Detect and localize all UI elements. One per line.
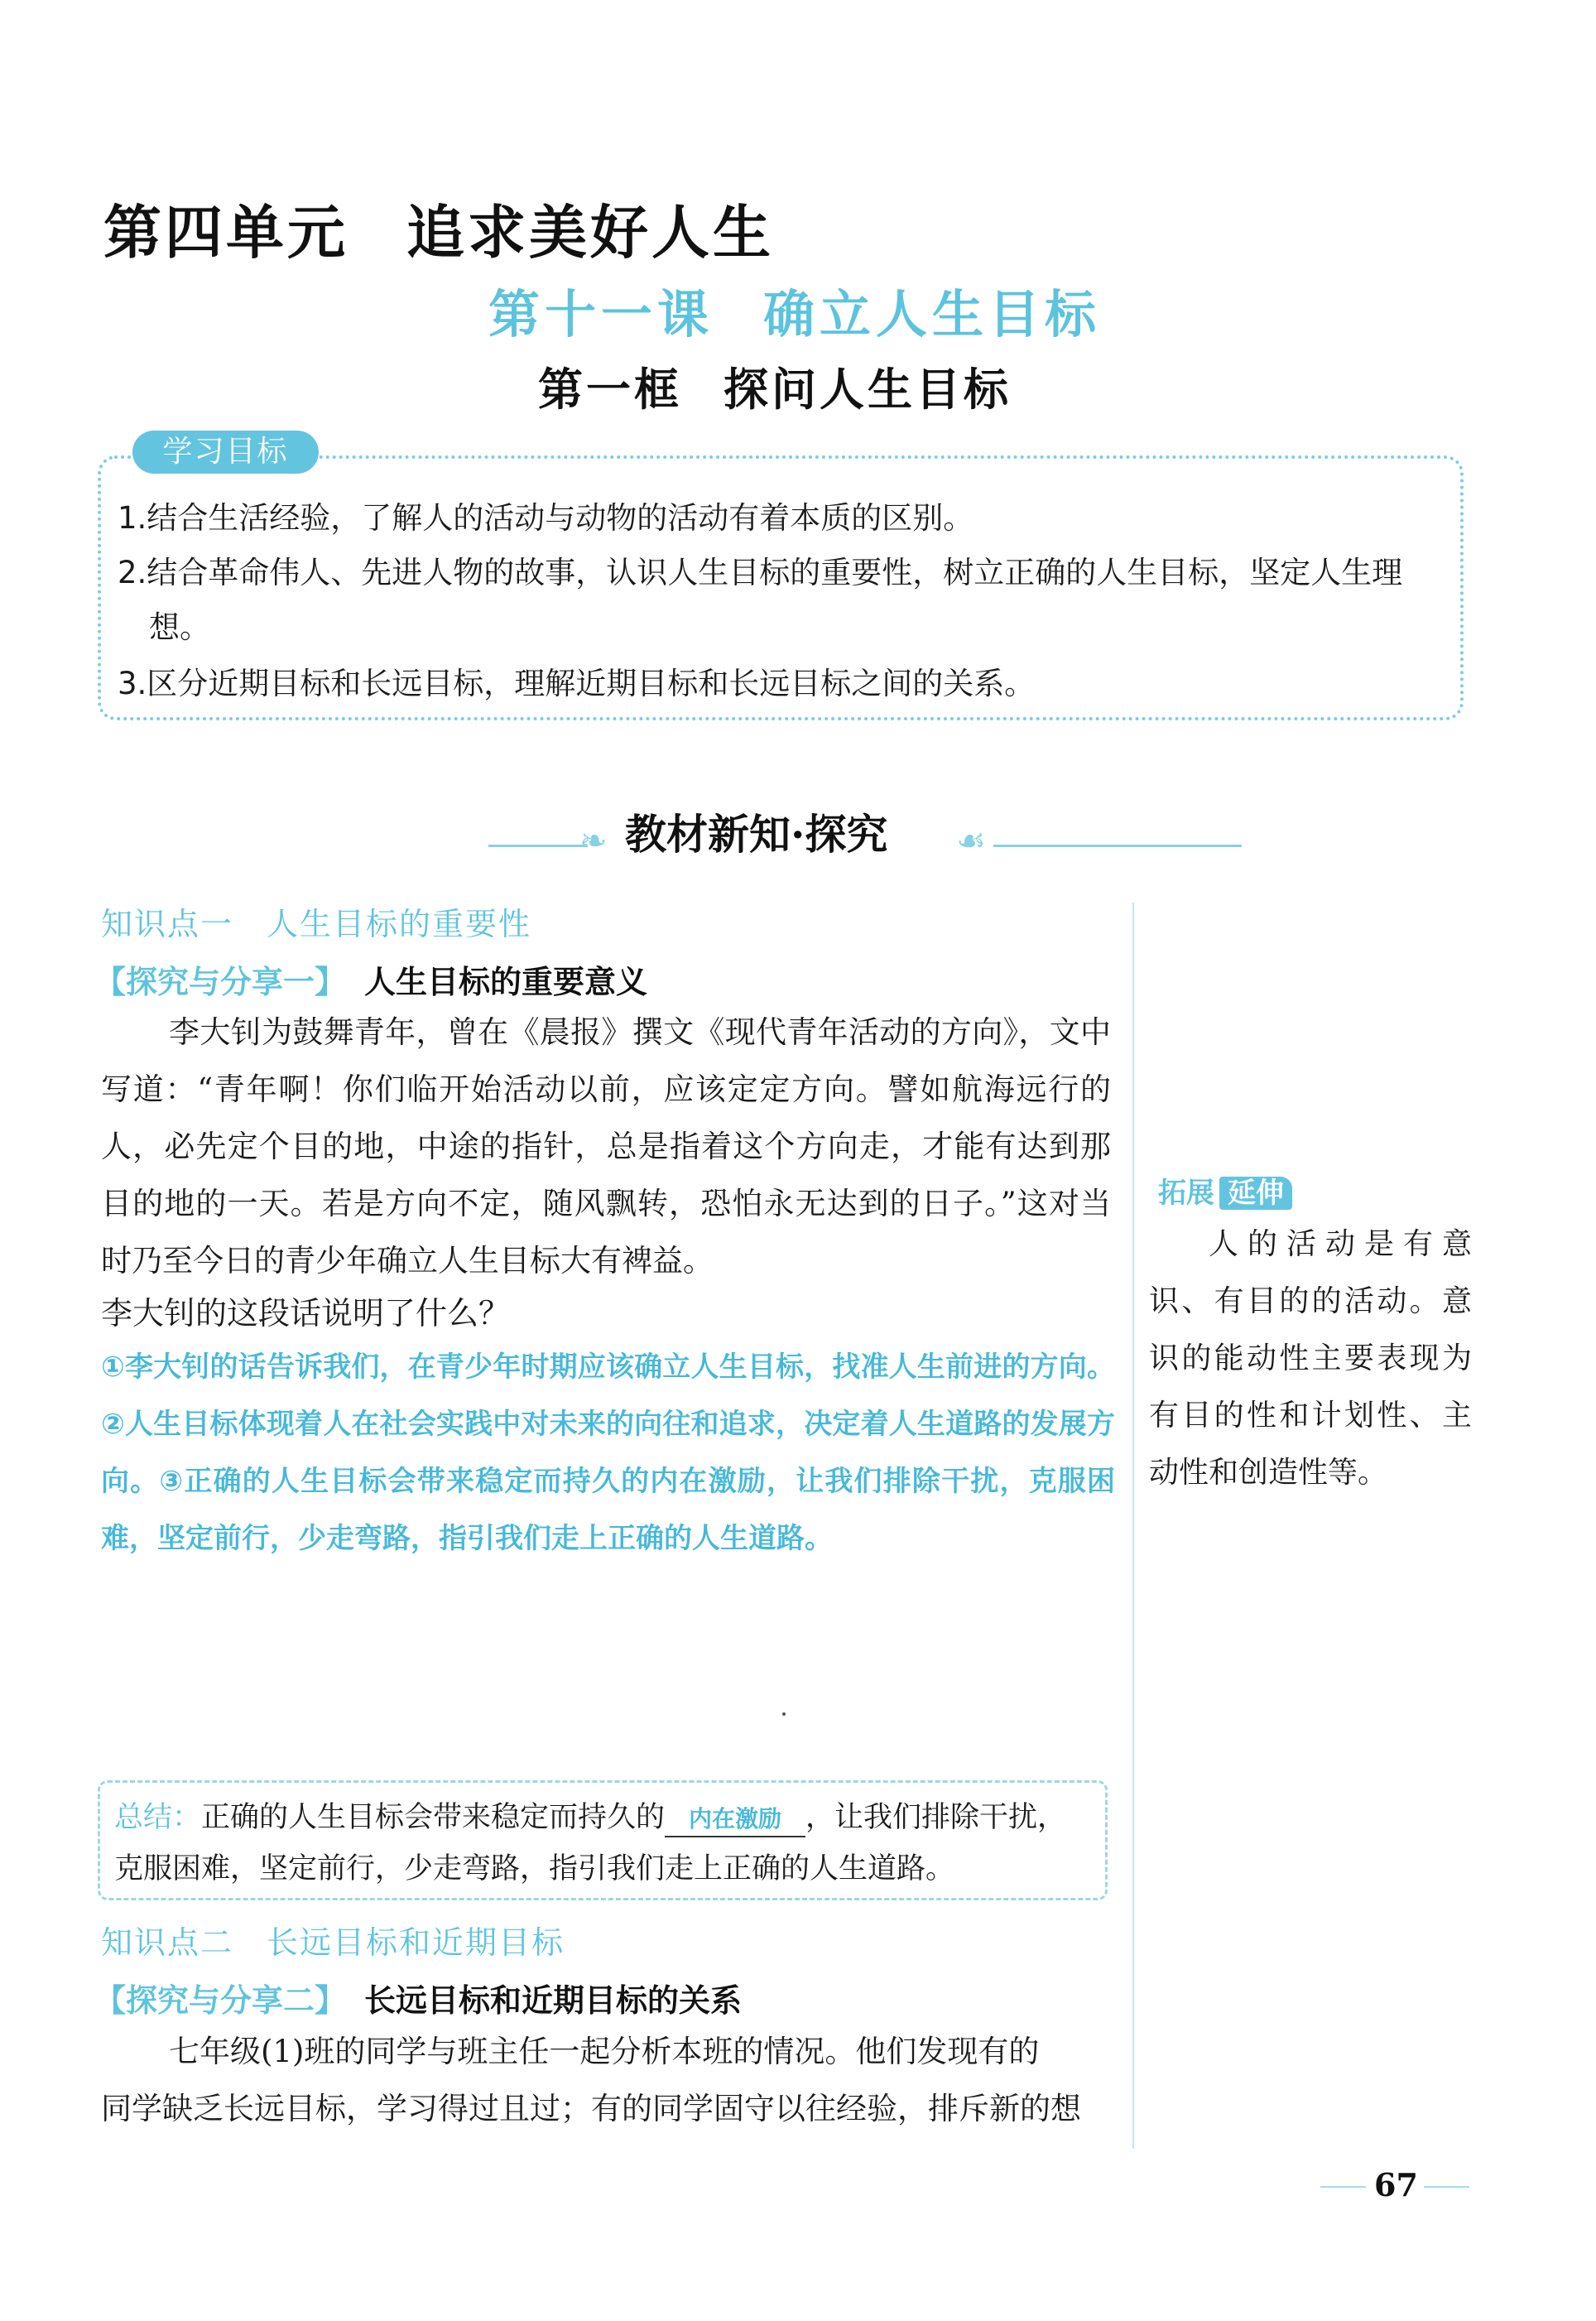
summary-line-2: 克服困难，坚定前行，少走弯路，指引我们走上正确的人生道路。 (114, 1852, 955, 1885)
kp2-passage-line-1: 七年级(1)班的同学与班主任一起分析本班的情况。他们发现有的 (169, 2034, 1040, 2069)
goal-item: 1.结合生活经验，了解人的活动与动物的活动有着本质的区别。 (118, 500, 974, 536)
summary-text-after: ，让我们排除干扰， (805, 1801, 1067, 1834)
knowledge-point-2 (101, 1917, 565, 1962)
unit-name: 追求美好人生 (406, 198, 774, 267)
banner-line-left (488, 845, 588, 847)
unit-label: 第四单元 (103, 198, 349, 267)
lesson-label: 第十一课 (488, 284, 714, 344)
kp1-passage: 李大钊为鼓舞青年，曾在《晨报》撰文《现代青年活动的方向》，文中写道：“青年啊！你们临开始活动以前，应该定定方向。譬如航海远行的人，必先定个目的地，中途的指针，总是指着这个方向走，才能有达到那目的地的一天。若是方向不定，随风飘转，恐怕永无达到的日子。”这对当时乃至今日的青少年确立人生目标大有裨益。 (101, 1014, 1111, 1278)
kp2-name: 长远目标和近期目标 (267, 1924, 565, 1961)
frame-name: 探问人生目标 (723, 364, 1012, 416)
kp2-label: 知识点二 (101, 1924, 234, 1961)
stray-dot (782, 1712, 786, 1716)
sidebar-divider (1132, 903, 1134, 2149)
share-tag-1: 【探究与分享一】 (94, 964, 347, 1000)
page-number: 67 (1374, 2166, 1418, 2203)
goal-item: 2.结合革命伟人、先进人物的故事，认识人生目标的重要性，树立正确的人生目标，坚定人生理 (118, 555, 1403, 590)
sidebar-badge-b: 延伸 (1219, 1177, 1292, 1210)
sidebar-badge-a: 拓展 (1158, 1177, 1214, 1210)
share-title-2: 长远目标和近期目标的关系 (364, 1982, 743, 2019)
goal-item: 3.区分近期目标和长远目标，理解近期目标和长远目标之间的关系。 (118, 666, 1036, 701)
kp1-answer: ①李大钊的话告诉我们，在青少年时期应该确立人生目标，找准人生前进的方向。②人生目标体现着人在社会实践中对未来的向往和追求，决定着人生道路的发展方向。③正确的人生目标会带来稳定而持久的内在激励，让我们排除干扰，克服困难，坚定前行，少走弯路，指引我们走上正确的人生道路。 (101, 1351, 1115, 1555)
kp1-label: 知识点一 (101, 906, 234, 942)
summary-label: 总结： (114, 1801, 202, 1834)
page-number-line-left (1320, 2186, 1366, 2188)
kp1-name: 人生目标的重要性 (267, 906, 532, 942)
unit-title (103, 186, 774, 270)
swirl-left-icon: ❧ (579, 822, 608, 860)
knowledge-point-1 (101, 898, 531, 944)
section-banner-title: 教材新知·探究 (625, 810, 888, 859)
kp2-passage-line-2: 同学缺乏长远目标，学习得过且过；有的同学固守以往经验，排斥新的想 (101, 2091, 1081, 2126)
lesson-title (488, 273, 1101, 347)
frame-label: 第一框 (538, 364, 682, 416)
lesson-name: 确立人生目标 (763, 284, 1102, 344)
goal-item-continued: 想。 (149, 609, 210, 645)
frame-title (538, 354, 1012, 418)
share-title-1: 人生目标的重要意义 (364, 964, 648, 1000)
banner-line-right (993, 845, 1242, 847)
sidebar-text: 人的活动是有意识、有目的的活动。意识的能动性主要表现为有目的性和计划性、主动性和创造性等。 (1149, 1227, 1472, 1490)
summary-blank-answer: 内在激励 (665, 1803, 805, 1837)
sidebar-badge (1153, 1174, 1292, 1212)
share-tag-2: 【探究与分享二】 (94, 1982, 347, 2019)
page-number-line-right (1424, 2186, 1469, 2188)
summary-text-before: 正确的人生目标会带来稳定而持久的 (201, 1801, 666, 1834)
swirl-right-icon: ☙ (956, 822, 986, 860)
learning-goals-badge: 学习目标 (132, 431, 319, 474)
kp1-question: 李大钊的这段话说明了什么？ (101, 1295, 511, 1331)
summary-line-1 (114, 1797, 1066, 1838)
